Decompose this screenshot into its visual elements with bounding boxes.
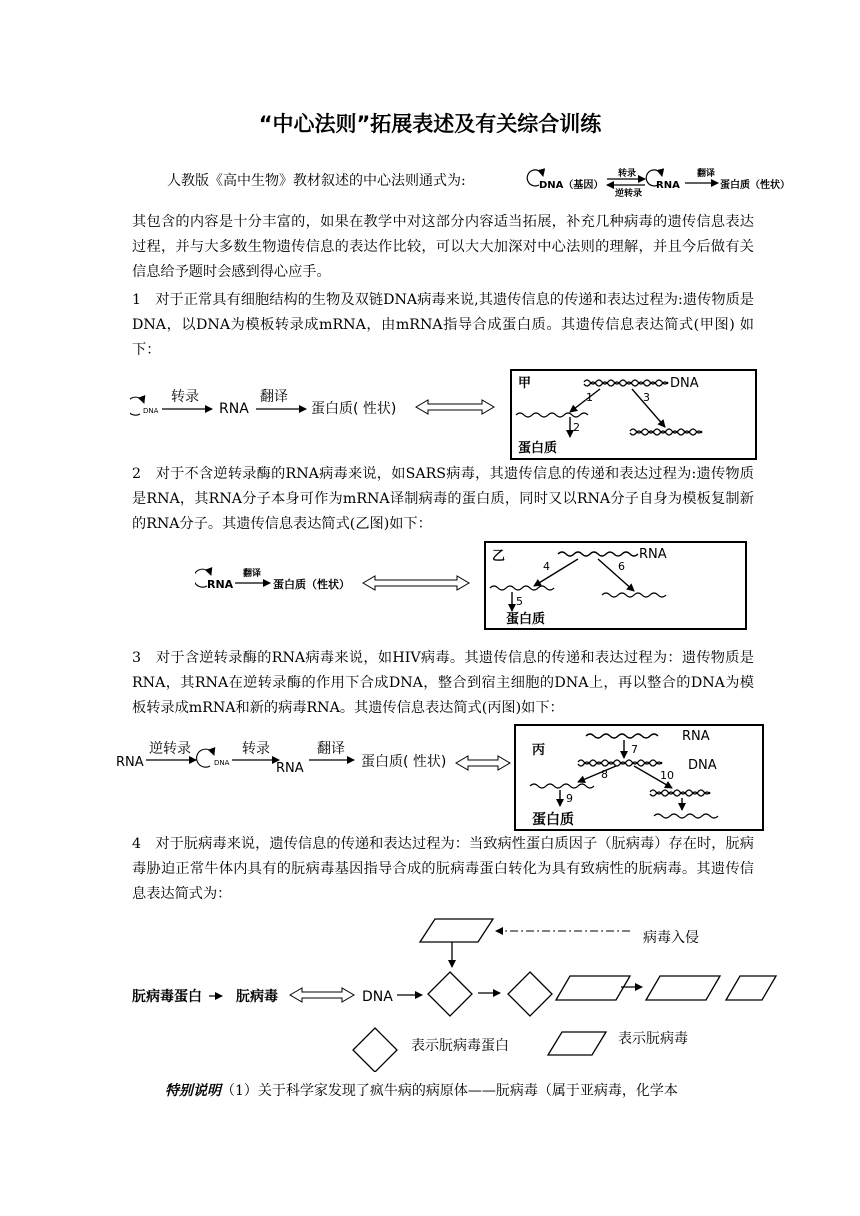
fig-yi-protein: 蛋白质 [506, 612, 546, 627]
formula-transcribe: 转录 [618, 169, 637, 179]
formula-reverse: 逆转录 [615, 189, 643, 199]
fig-jia-protein: 蛋白质 [518, 441, 558, 456]
s3-rna1: RNA [116, 755, 144, 770]
s1-transcribe: 转录 [171, 389, 199, 405]
note-lead: 特别说明 [165, 1083, 221, 1099]
fig-bing-dna: DNA [688, 758, 717, 773]
s3-reverse: 逆转录 [149, 741, 191, 757]
fig-bing-label: 丙 [532, 743, 546, 758]
fig-yi-rna: RNA [639, 547, 667, 562]
fig-bing-n10: 10 [660, 769, 674, 782]
paragraph-intro: 其包含的内容是十分丰富的，如果在教学中对这部分内容适当拓展，补充几种病毒的遗传信息表达过程，并与大多数生物遗传信息的表达作比较，可以大大加深对中心法则的理解，并且今后做有关信息给予题时会感到得心应手。 [132, 214, 754, 280]
prion-diagram [130, 912, 780, 1072]
s4-invade: 病毒入侵 [643, 930, 699, 946]
s1-translate: 翻译 [260, 389, 288, 405]
s4-dna: DNA [362, 989, 393, 1005]
s4-prion: 朊病毒 [236, 989, 278, 1005]
paragraph-section-1: 1 对于正常具有细胞结构的生物及双链DNA病毒来说,其遗传信息的传递和表达过程为:遗传物质是DNA，以DNA为模板转录成mRNA，由mRNA指导合成蛋白质。其遗传信息表达简式(甲图) 如下： [132, 292, 754, 358]
fig-bing-n7: 7 [631, 743, 638, 756]
fig-bing-n8: 8 [601, 768, 608, 781]
expression-formula-3 [114, 736, 514, 786]
s3-dna: DNA [214, 759, 230, 767]
s4-prp: 朊病毒蛋白 [132, 989, 202, 1005]
paragraph-section-4: 4 对于朊病毒来说，遗传信息的传递和表达过程为：当致病性蛋白质因子（朊病毒）存在时，朊病毒胁迫正常牛体内具有的朊病毒基因指导合成的朊病毒蛋白转化为具有致病性的朊病毒。其遗传信息表达简式为： [132, 836, 754, 902]
intro-lead: 人教版《高中生物》教材叙述的中心法则通式为: [167, 173, 466, 189]
fig-jia-dna: DNA [670, 376, 699, 391]
page-title: “中心法则”拓展表述及有关综合训练 [258, 112, 602, 136]
fig-jia-n1: 1 [586, 391, 593, 404]
fig-bing-protein: 蛋白质 [532, 812, 574, 828]
fig-jia-n3: 3 [643, 391, 650, 404]
fig-jia-n2: 2 [573, 421, 580, 434]
central-dogma-formula [525, 163, 805, 199]
s3-protein: 蛋白质( 性状) [361, 754, 447, 770]
formula-dna: DNA（基因） [539, 180, 604, 191]
fig-jia-label: 甲 [518, 376, 532, 391]
fig-yi-label: 乙 [492, 549, 506, 564]
s1-dna: DNA [143, 407, 159, 415]
special-note [165, 1080, 765, 1100]
note-text: （1）关于科学家发现了疯牛病的病原体——朊病毒（属于亚病毒，化学本 [221, 1083, 678, 1099]
fig-bing-n9: 9 [566, 792, 573, 805]
fig-yi-n5: 5 [516, 595, 523, 608]
s2-translate: 翻译 [243, 569, 262, 579]
s3-transcribe: 转录 [242, 741, 270, 757]
figure-jia [510, 369, 757, 460]
paragraph-section-2: 2 对于不含逆转录酶的RNA病毒来说，如SARS病毒，其遗传信息的传递和表达过程为:遗传物质是RNA，其RNA分子本身可作为mRNA译制病毒的蛋白质，同时又以RNA分子自身为模板复制新的RNA分子。其遗传信息表达简式(乙图)如下： [132, 466, 754, 532]
s4-legend-diamond: 表示朊病毒蛋白 [411, 1038, 509, 1054]
s3-rna2: RNA [276, 761, 304, 776]
paragraph-section-3: 3 对于含逆转录酶的RNA病毒来说，如HIV病毒。其遗传信息的传递和表达过程为：遗传物质是RNA，其RNA在逆转录酶的作用下合成DNA，整合到宿主细胞的DNA上，再以整合的DNA为模板转录成mRNA和新的病毒RNA。其遗传信息表达简式(丙图)如下： [132, 650, 754, 716]
figure-bing [514, 724, 764, 831]
formula-protein: 蛋白质（性状） [720, 180, 790, 191]
s1-protein: 蛋白质( 性状) [311, 401, 397, 417]
expression-formula-2 [195, 562, 485, 602]
s1-rna: RNA [219, 401, 249, 417]
s2-rna: RNA [207, 578, 234, 591]
fig-yi-n6: 6 [618, 560, 625, 573]
expression-formula-1 [130, 383, 510, 433]
fig-yi-n4: 4 [543, 560, 550, 573]
formula-rna: RNA [656, 180, 680, 191]
s3-translate: 翻译 [317, 741, 345, 757]
s4-legend-para: 表示朊病毒 [618, 1031, 688, 1047]
figure-yi [484, 541, 747, 630]
s2-protein: 蛋白质（性状） [273, 578, 350, 591]
fig-bing-rna: RNA [682, 729, 710, 744]
formula-translate: 翻译 [697, 169, 716, 179]
